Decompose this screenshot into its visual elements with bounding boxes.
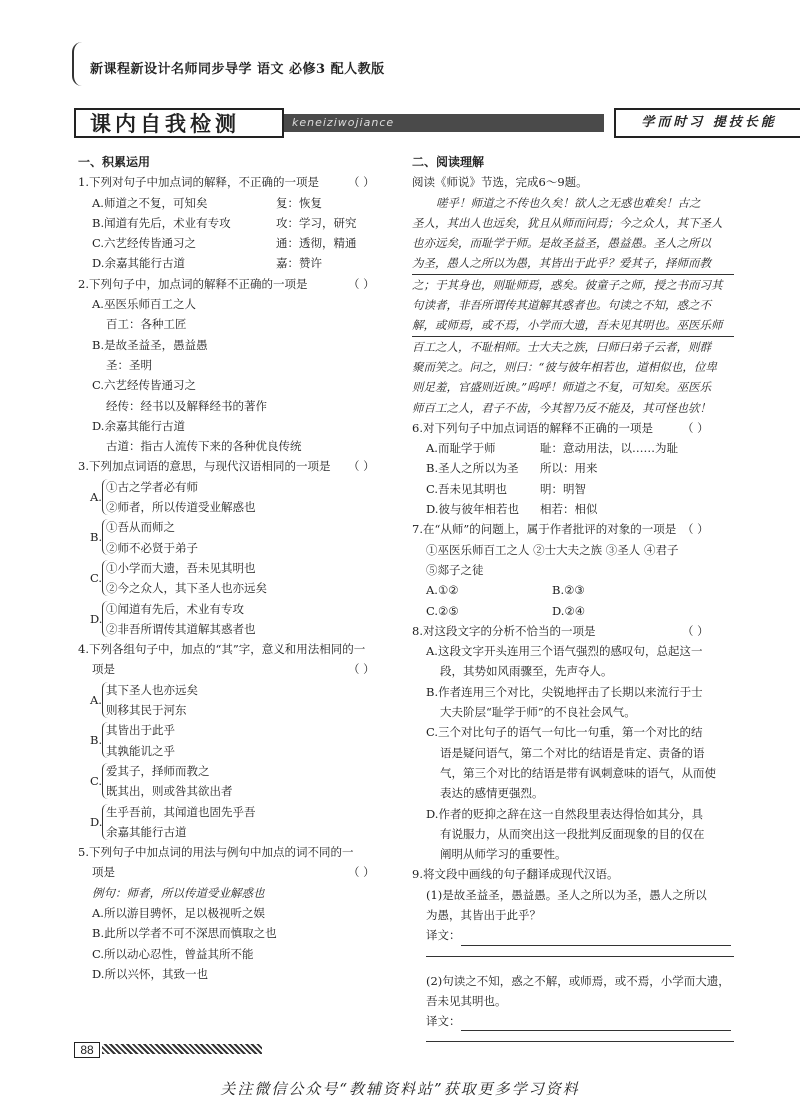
passage-line: 解，或师焉，或不焉，小学而大遗，吾未见其明也。巫医乐师: [412, 315, 734, 336]
option: A.而耻学于师 耻：意动用法，以……为耻: [426, 441, 678, 456]
passage-line: 百工之人，不耻相师。士大夫之族，曰师曰弟子云者，则群: [412, 339, 711, 354]
page-number-bar: [74, 1042, 262, 1056]
question-4-stem-cont: 项是 （ ）: [92, 662, 375, 677]
option-group: D. ①闻道有先后，术业有专攻 ②非吾所谓传其道解其惑者也: [90, 601, 256, 636]
passage-line: 聚而笑之。问之，则曰：“彼与彼年相若也，道相似也，位卑: [412, 359, 717, 374]
banner-title: 课内自我检测: [74, 108, 284, 138]
option: D.所以兴怀，其致一也: [92, 966, 208, 981]
option: A.所以游目骋怀，足以极视听之娱: [92, 905, 265, 920]
option-group: C. ①小学而大遗，吾未见其明也 ②今之众人，其下圣人也亦远矣: [90, 560, 267, 596]
option-group: D. 生乎吾前，其闻道也固先乎吾 余嘉其能行古道: [90, 804, 256, 839]
answer-line[interactable]: 译文：: [412, 925, 734, 945]
option-explanation: 圣：圣明: [106, 357, 152, 372]
option-group: A. 其下圣人也亦远矣 则移其民于河东: [90, 682, 198, 718]
option-cont: 有说服力，从而突出这一段批判反面现象的目的仅在: [440, 826, 705, 841]
header-ornament: [72, 42, 84, 86]
passage-line: 师百工之人，君子不齿，今其智乃反不能及，其可怪也欤！: [412, 400, 711, 415]
book-title: 新课程新设计名师同步导学 语文 必修3 配人教版: [90, 62, 385, 77]
question-5-stem: 5.下列句子中加点词的用法与例句中加点的词不同的一: [78, 845, 354, 860]
page-number: 88: [74, 1042, 100, 1058]
translate-sentence-2: (2)句读之不知，惑之不解，或师焉，或不焉，小学而大遗，: [426, 973, 730, 988]
option: D.作者的贬抑之辞在这一自然段里表达得恰如其分，具: [426, 806, 703, 821]
right-column: [412, 152, 734, 1042]
option: A.巫医乐师百工之人: [92, 297, 196, 312]
option-explanation: 经传：经书以及解释经书的著作: [106, 398, 267, 413]
option: B.此所以学者不可不深思而慎取之也: [92, 926, 277, 941]
spacer: [426, 946, 734, 957]
option-explanation: 百工：各种工匠: [106, 317, 187, 332]
option: B.是故圣益圣，愚益愚: [92, 337, 208, 352]
option: B.闻道有先后，术业有专攻 攻：学习，研究: [92, 215, 357, 230]
option-cont: 阐明从师学习的重要性。: [440, 847, 567, 862]
passage-line: 为圣，愚人之所以为愚，其皆出于此乎？爱其子，择师而教: [412, 253, 734, 274]
section-title: 二、阅读理解: [412, 155, 485, 169]
option-cont: 气，第三个对比的结语是带有讽刺意味的语气，从而使: [440, 765, 716, 780]
banner-slogan: 学而时习 提技长能: [614, 108, 800, 138]
option-items: ⑤郯子之徒: [426, 562, 484, 577]
option-group: A. ①古之学者必有师 ②师者，所以传道受业解惑也: [90, 479, 256, 515]
passage-line: 句读者，非吾所谓传其道解其惑者也。句读之不知，惑之不: [412, 298, 711, 313]
option: C.所以动心忍性，曾益其所不能: [92, 946, 254, 961]
banner-pinyin: keneiziwojiance: [284, 114, 604, 132]
option-row: A.①② B.②③: [426, 583, 585, 598]
footer-note: 关注微信公众号“教辅资料站”获取更多学习资料: [220, 1080, 580, 1098]
option: C.吾未见其明也 明：明智: [426, 481, 586, 496]
hatch-decoration: [102, 1044, 262, 1054]
reading-intro: 阅读《师说》节选，完成6～9题。: [412, 175, 588, 190]
option: C.六艺经传皆通习之: [92, 378, 197, 393]
option: B.作者连用三个对比，尖锐地抨击了长期以来流行于士: [426, 684, 703, 699]
question-2-stem: 2.下列句子中，加点词的解释不正确的一项是 （ ）: [78, 276, 375, 291]
spacer: [426, 1031, 734, 1042]
passage-line: 嗟乎！师道之不传也久矣！欲人之无惑也难矣！古之: [436, 195, 701, 210]
option: D.余嘉其能行古道 嘉：赞许: [92, 256, 322, 271]
question-4-stem: 4.下列各组句子中，加点的“其”字，意义和用法相同的一: [78, 642, 366, 657]
translate-sentence-1-cont: 为愚，其皆出于此乎？: [426, 907, 541, 922]
option-group: B. 其皆出于此乎 其孰能讥之乎: [90, 723, 175, 758]
option-row: C.②⑤ D.②④: [426, 603, 586, 618]
option: C.三个对比句子的语气一句比一句重，第一个对比的结: [426, 725, 703, 740]
translate-sentence-2-cont: 吾未见其明也。: [426, 993, 507, 1008]
translate-sentence-1: (1)是故圣益圣，愚益愚。圣人之所以为圣，愚人之所以: [426, 887, 707, 902]
option: A.师道之不复，可知矣 复：恢复: [92, 195, 322, 210]
question-8-stem: 8.对这段文字的分析不恰当的一项是 （ ）: [412, 623, 709, 638]
question-9-stem: 9.将文段中画线的句子翻译成现代汉语。: [412, 867, 619, 882]
passage-line: 之；于其身也，则耻师焉，惑矣。彼童子之师，授之书而习其: [412, 277, 723, 292]
option: D.余嘉其能行古道: [92, 418, 185, 433]
option-cont: 大夫阶层“耻学于师”的不良社会风气。: [440, 705, 636, 720]
option-explanation: 古道：指古人流传下来的各种优良传统: [106, 439, 302, 454]
section-banner: [74, 108, 777, 138]
passage-line: 则足羞，官盛则近谀。”呜呼！师道之不复，可知矣。巫医乐: [412, 380, 712, 395]
option: C.六艺经传皆通习之 通：透彻，精通: [92, 236, 357, 251]
option-items: ①巫医乐师百工之人 ②士大夫之族 ③圣人 ④君子: [426, 542, 679, 557]
left-column: [78, 152, 396, 984]
passage-line: 也亦远矣，而耻学于师。是故圣益圣，愚益愚。圣人之所以: [412, 236, 711, 251]
passage-line: 圣人，其出人也远矣，犹且从师而问焉；今之众人，其下圣人: [412, 215, 723, 230]
section-title: 一、积累运用: [78, 155, 151, 169]
option: B.圣人之所以为圣 所以：用来: [426, 461, 598, 476]
question-1-stem: 1.下列对句子中加点词的解释，不正确的一项是 （ ）: [78, 175, 375, 190]
option-cont: 语是疑问语气，第二个对比的结语是肯定、责备的语: [440, 745, 705, 760]
option-group: C. 爱其子，择师而教之 既其出，则或咎其欲出者: [90, 763, 233, 799]
option: A.这段文字开头连用三个语气强烈的感叹句，总起这一: [426, 644, 703, 659]
answer-line[interactable]: 译文：: [412, 1011, 734, 1031]
option: D.彼与彼年相若也 相若：相似: [426, 502, 598, 517]
question-5-stem-cont: 项是 （ ）: [92, 865, 375, 880]
question-7-stem: 7.在“从师”的问题上，属于作者批评的对象的一项是 （ ）: [412, 522, 709, 537]
option-cont: 表达的感情更强烈。: [440, 786, 544, 801]
option-cont: 段，其势如风雨骤至，先声夺人。: [440, 664, 613, 679]
option-group: B. ①吾从而师之 ②师不必贤于弟子: [90, 520, 198, 555]
question-3-stem: 3.下列加点词语的意思，与现代汉语相同的一项是 （ ）: [78, 459, 375, 474]
example-sentence: 例句：师者，所以传道受业解惑也: [92, 885, 265, 900]
question-6-stem: 6.对下列句子中加点词语的解释不正确的一项是 （ ）: [412, 420, 709, 435]
